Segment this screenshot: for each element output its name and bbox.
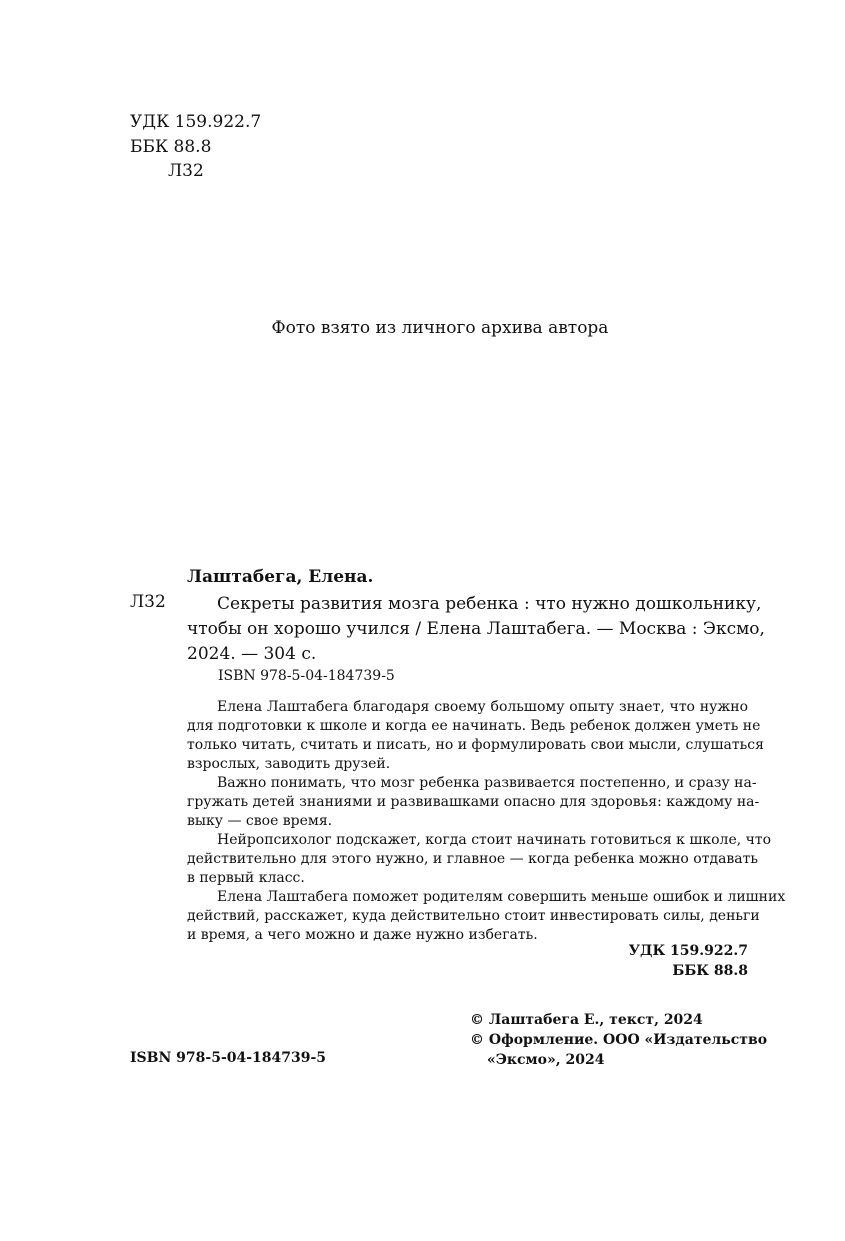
isbn-bottom: ISBN 978-5-04-184739-5: [130, 1050, 327, 1066]
annotation-line: для подготовки к школе и когда ее начинать. Ведь ребенок должен уметь не: [187, 718, 761, 734]
bib-line: чтобы он хорошо учился / Елена Лаштабега. — Москва : Эксмо,: [187, 619, 765, 639]
photo-credit: Фото взято из личного архива автора: [271, 318, 609, 338]
annotation-line: Елена Лаштабега благодаря своему большому опыту знает, что нужно: [217, 699, 748, 715]
bibliographic-description: [187, 592, 765, 667]
bbk-code-bottom: ББК 88.8: [672, 963, 748, 979]
annotation: [187, 698, 786, 945]
bib-line: 2024. — 304 с.: [187, 644, 317, 664]
author-call-number: Л32: [130, 592, 166, 612]
annotation-line: только читать, считать и писать, но и формулировать свои мысли, слушаться: [187, 737, 764, 753]
copyright-design-line2: «Эксмо», 2024: [487, 1052, 605, 1068]
annotation-line: Нейропсихолог подскажет, когда стоит начинать готовиться к школе, что: [217, 832, 772, 848]
annotation-line: гружать детей знаниями и развивашками опасно для здоровья: каждому на-: [187, 794, 760, 810]
author-heading: Лаштабега, Елена.: [187, 567, 374, 587]
copyright-block: [470, 1010, 767, 1070]
classification-codes-bottom: [600, 941, 748, 981]
annotation-line: Елена Лаштабега поможет родителям совершить меньше ошибок и лишних: [217, 889, 786, 905]
udk-code-top: УДК 159.922.7: [130, 112, 262, 132]
annotation-line: Важно понимать, что мозг ребенка развивается постепенно, и сразу на-: [217, 775, 757, 791]
annotation-line: действий, расскажет, куда действительно стоит инвестировать силы, деньги: [187, 908, 760, 924]
copyright-design-line1: © Оформление. ООО «Издательство: [470, 1032, 768, 1048]
isbn-in-record: ISBN 978-5-04-184739-5: [218, 668, 395, 684]
copyright-text: © Лаштабега Е., текст, 2024: [470, 1012, 703, 1028]
annotation-line: в первый класс.: [187, 870, 305, 886]
udk-code-bottom: УДК 159.922.7: [628, 943, 748, 959]
bbk-code-top: ББК 88.8: [130, 137, 212, 157]
annotation-line: взрослых, заводить друзей.: [187, 756, 391, 772]
bib-line: Секреты развития мозга ребенка : что нужно дошкольнику,: [217, 594, 762, 614]
annotation-line: и время, а чего можно и даже нужно избегать.: [187, 927, 538, 943]
author-mark-top: Л32: [168, 161, 204, 181]
annotation-line: действительно для этого нужно, и главное — когда ребенка можно отдавать: [187, 851, 759, 867]
annotation-line: выку — свое время.: [187, 813, 333, 829]
